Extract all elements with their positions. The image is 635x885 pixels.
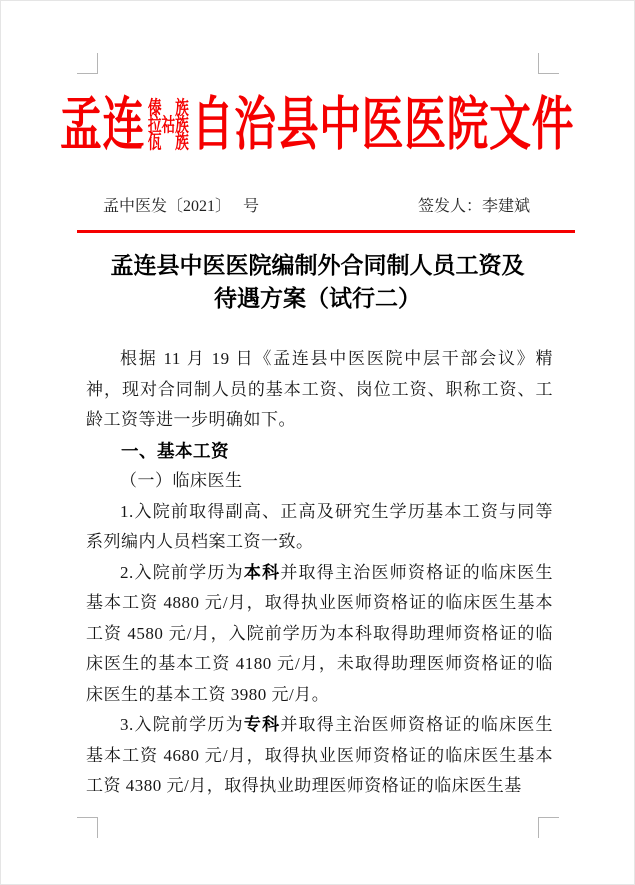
red-divider-rule [77, 230, 575, 233]
item-2-pre: 2.入院前学历为 [120, 562, 244, 582]
document-meta-row [103, 197, 530, 217]
layout-mark-top-right [538, 53, 559, 74]
ethnic-line-1: 傣 族 [148, 97, 190, 119]
intro-paragraph: 根据 11 月 19 日《孟连县中医医院中层干部会议》精神，现对合同制人员的基本工资、岗位工资、职称工资、工龄工资等进一步明确如下。 [86, 349, 553, 429]
item-2-emphasis: 本科 [243, 562, 281, 582]
ethnic-name-stack [148, 97, 190, 153]
red-masthead [0, 92, 635, 158]
subsection-heading-clinical-doctor: （一）临床医生 [120, 471, 243, 490]
ethnic-line-3: 佤 族 [148, 131, 190, 153]
document-title [0, 249, 635, 315]
item-3-post: 并取得主治医师资格证的临床医生基本工资 4680 元/月，取得执业医师资格证的临床医生基本工资 4380 元/月，取得执业助理医师资格证的临床医生基 [86, 715, 554, 795]
layout-mark-top-left [77, 53, 98, 74]
item-3-paragraph [86, 710, 553, 802]
document-body [86, 344, 553, 802]
masthead-text [60, 92, 574, 158]
item-2-post: 并取得主治医师资格证的临床医生基本工资 4880 元/月，取得执业医师资格证的临床医生基本工资 4580 元/月，入院前学历为本科取得助理师资格证的临床医生的基本工资 4180 元/月，未取得助理医师资格证的临床医生的基本工资 3980 元/月。 [86, 562, 554, 704]
ethnic-line-2: 拉祜族 [148, 114, 190, 136]
masthead-prefix: 孟连 [60, 92, 146, 157]
document-title-line-1: 孟连县中医医院编制外合同制人员工资及 [110, 253, 525, 278]
masthead-suffix: 自治县中医医院文件 [192, 92, 575, 157]
item-2-paragraph [86, 558, 553, 711]
item-3-pre: 3.入院前学历为 [120, 715, 244, 734]
signer: 签发人：李建斌 [417, 198, 530, 215]
section-heading-basic-salary: 一、基本工资 [121, 440, 229, 461]
document-number: 孟中医发〔2021〕 号 [103, 198, 260, 215]
layout-mark-bottom-left [77, 817, 98, 838]
document-title-line-2: 待遇方案（试行二） [214, 286, 421, 311]
layout-mark-bottom-right [538, 817, 559, 838]
item-3-emphasis: 专科 [243, 715, 281, 734]
item-1-paragraph: 1.入院前取得副高、正高及研究生学历基本工资与同等系列编内人员档案工资一致。 [86, 501, 553, 551]
